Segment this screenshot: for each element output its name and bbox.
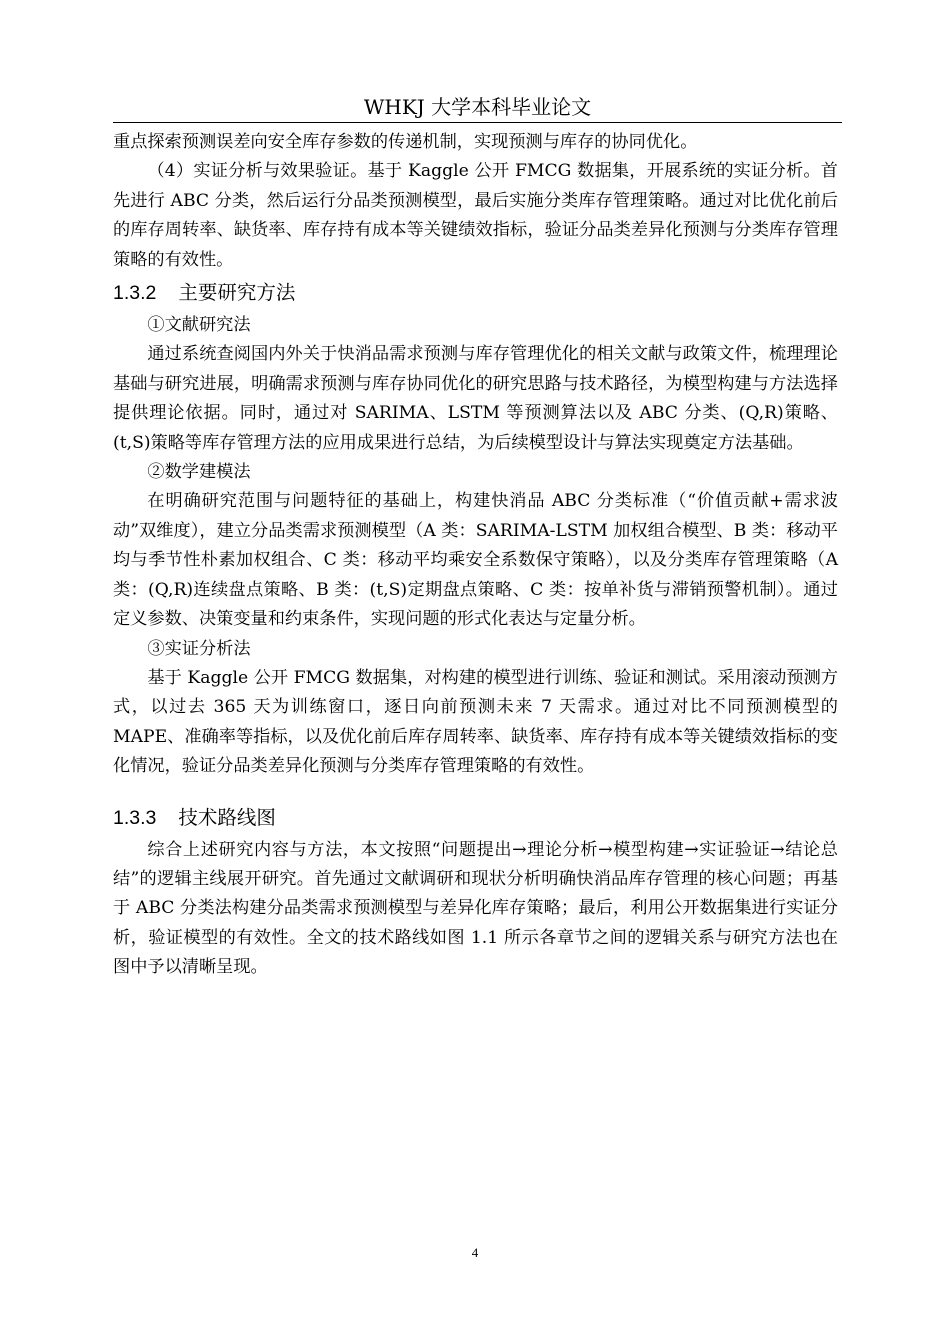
page-number: 4 (471, 1245, 479, 1260)
method-2-body: 在明确研究范围与问题特征的基础上，构建快消品 ABC 分类标准（“价值贡献+需求波动”双维度），建立分品类需求预测模型（A 类：SARIMA-LSTM 加权组合模型、B 类：移动平均与季节性朴素加权组合、C 类：移动平均乘安全系数保守策略），以及分类库存管理策略（A 类：(Q,R)连续盘点策略、B 类：(t,S)定期盘点策略、C 类：按单补货与滞销预警机制）。通过定义参数、决策变量和约束条件，实现问题的形式化表达与定量分析。 (113, 491, 838, 630)
section-heading-1-3-3 (113, 800, 838, 836)
method-1-title: ①文献研究法 (147, 315, 251, 336)
paragraph-tech-route: 综合上述研究内容与方法，本文按照“问题提出→理论分析→模型构建→实证验证→结论总结”的逻辑主线展开研究。首先通过文献调研和现状分析明确快消品库存管理的核心问题；再基于 ABC 分类法构建分品类需求预测模型与差异化库存策略；最后，利用公开数据集进行实证分析，验证模型的有效性。全文的技术路线如图 1.1 所示各章节之间的逻辑关系与研究方法也在图中予以清晰呈现。 (113, 839, 838, 978)
section-title: 技术路线图 (178, 805, 276, 829)
method-3-title: ③实证分析法 (147, 638, 251, 659)
section-number: 1.3.2 (113, 282, 157, 305)
method-2-title: ②数学建模法 (147, 462, 251, 483)
page-header: WHKJ 大学本科毕业论文 (113, 92, 842, 123)
paragraph-item-4: （4）实证分析与效果验证。基于 Kaggle 公开 FMCG 数据集，开展系统的实证分析。首先进行 ABC 分类，然后运行分品类预测模型，最后实施分类库存管理策略。通过对比优化前后的库存周转率、缺货率、库存持有成本等关键绩效指标，验证分品类差异化预测与分类库存管理策略的有效性。 (113, 161, 838, 270)
method-3-body: 基于 Kaggle 公开 FMCG 数据集，对构建的模型进行训练、验证和测试。采用滚动预测方式，以过去 365 天为训练窗口，逐日向前预测未来 7 天需求。通过对比不同预测模型的 MAPE、准确率等指标，以及优化前后库存周转率、缺货率、库存持有成本等关键绩效指标的变化情况，验证分品类差异化预测与分类库存管理策略的有效性。 (113, 667, 838, 777)
section-spacer (113, 782, 838, 800)
body-content (113, 128, 838, 983)
method-1-body: 通过系统查阅国内外关于快消品需求预测与库存管理优化的相关文献与政策文件，梳理理论基础与研究进展，明确需求预测与库存协同优化的研究思路与技术路径，为模型构建与方法选择提供理论依据。同时，通过对 SARIMA、LSTM 等预测算法以及 ABC 分类、(Q,R)策略、(t,S)策略等库存管理方法的应用成果进行总结，为后续模型设计与算法实现奠定方法基础。 (113, 344, 838, 453)
section-title: 主要研究方法 (178, 281, 296, 305)
section-number: 1.3.3 (113, 806, 157, 829)
paragraph-continued: 重点探索预测误差向安全库存参数的传递机制，实现预测与库存的协同优化。 (113, 132, 698, 152)
section-heading-1-3-2 (113, 275, 838, 311)
